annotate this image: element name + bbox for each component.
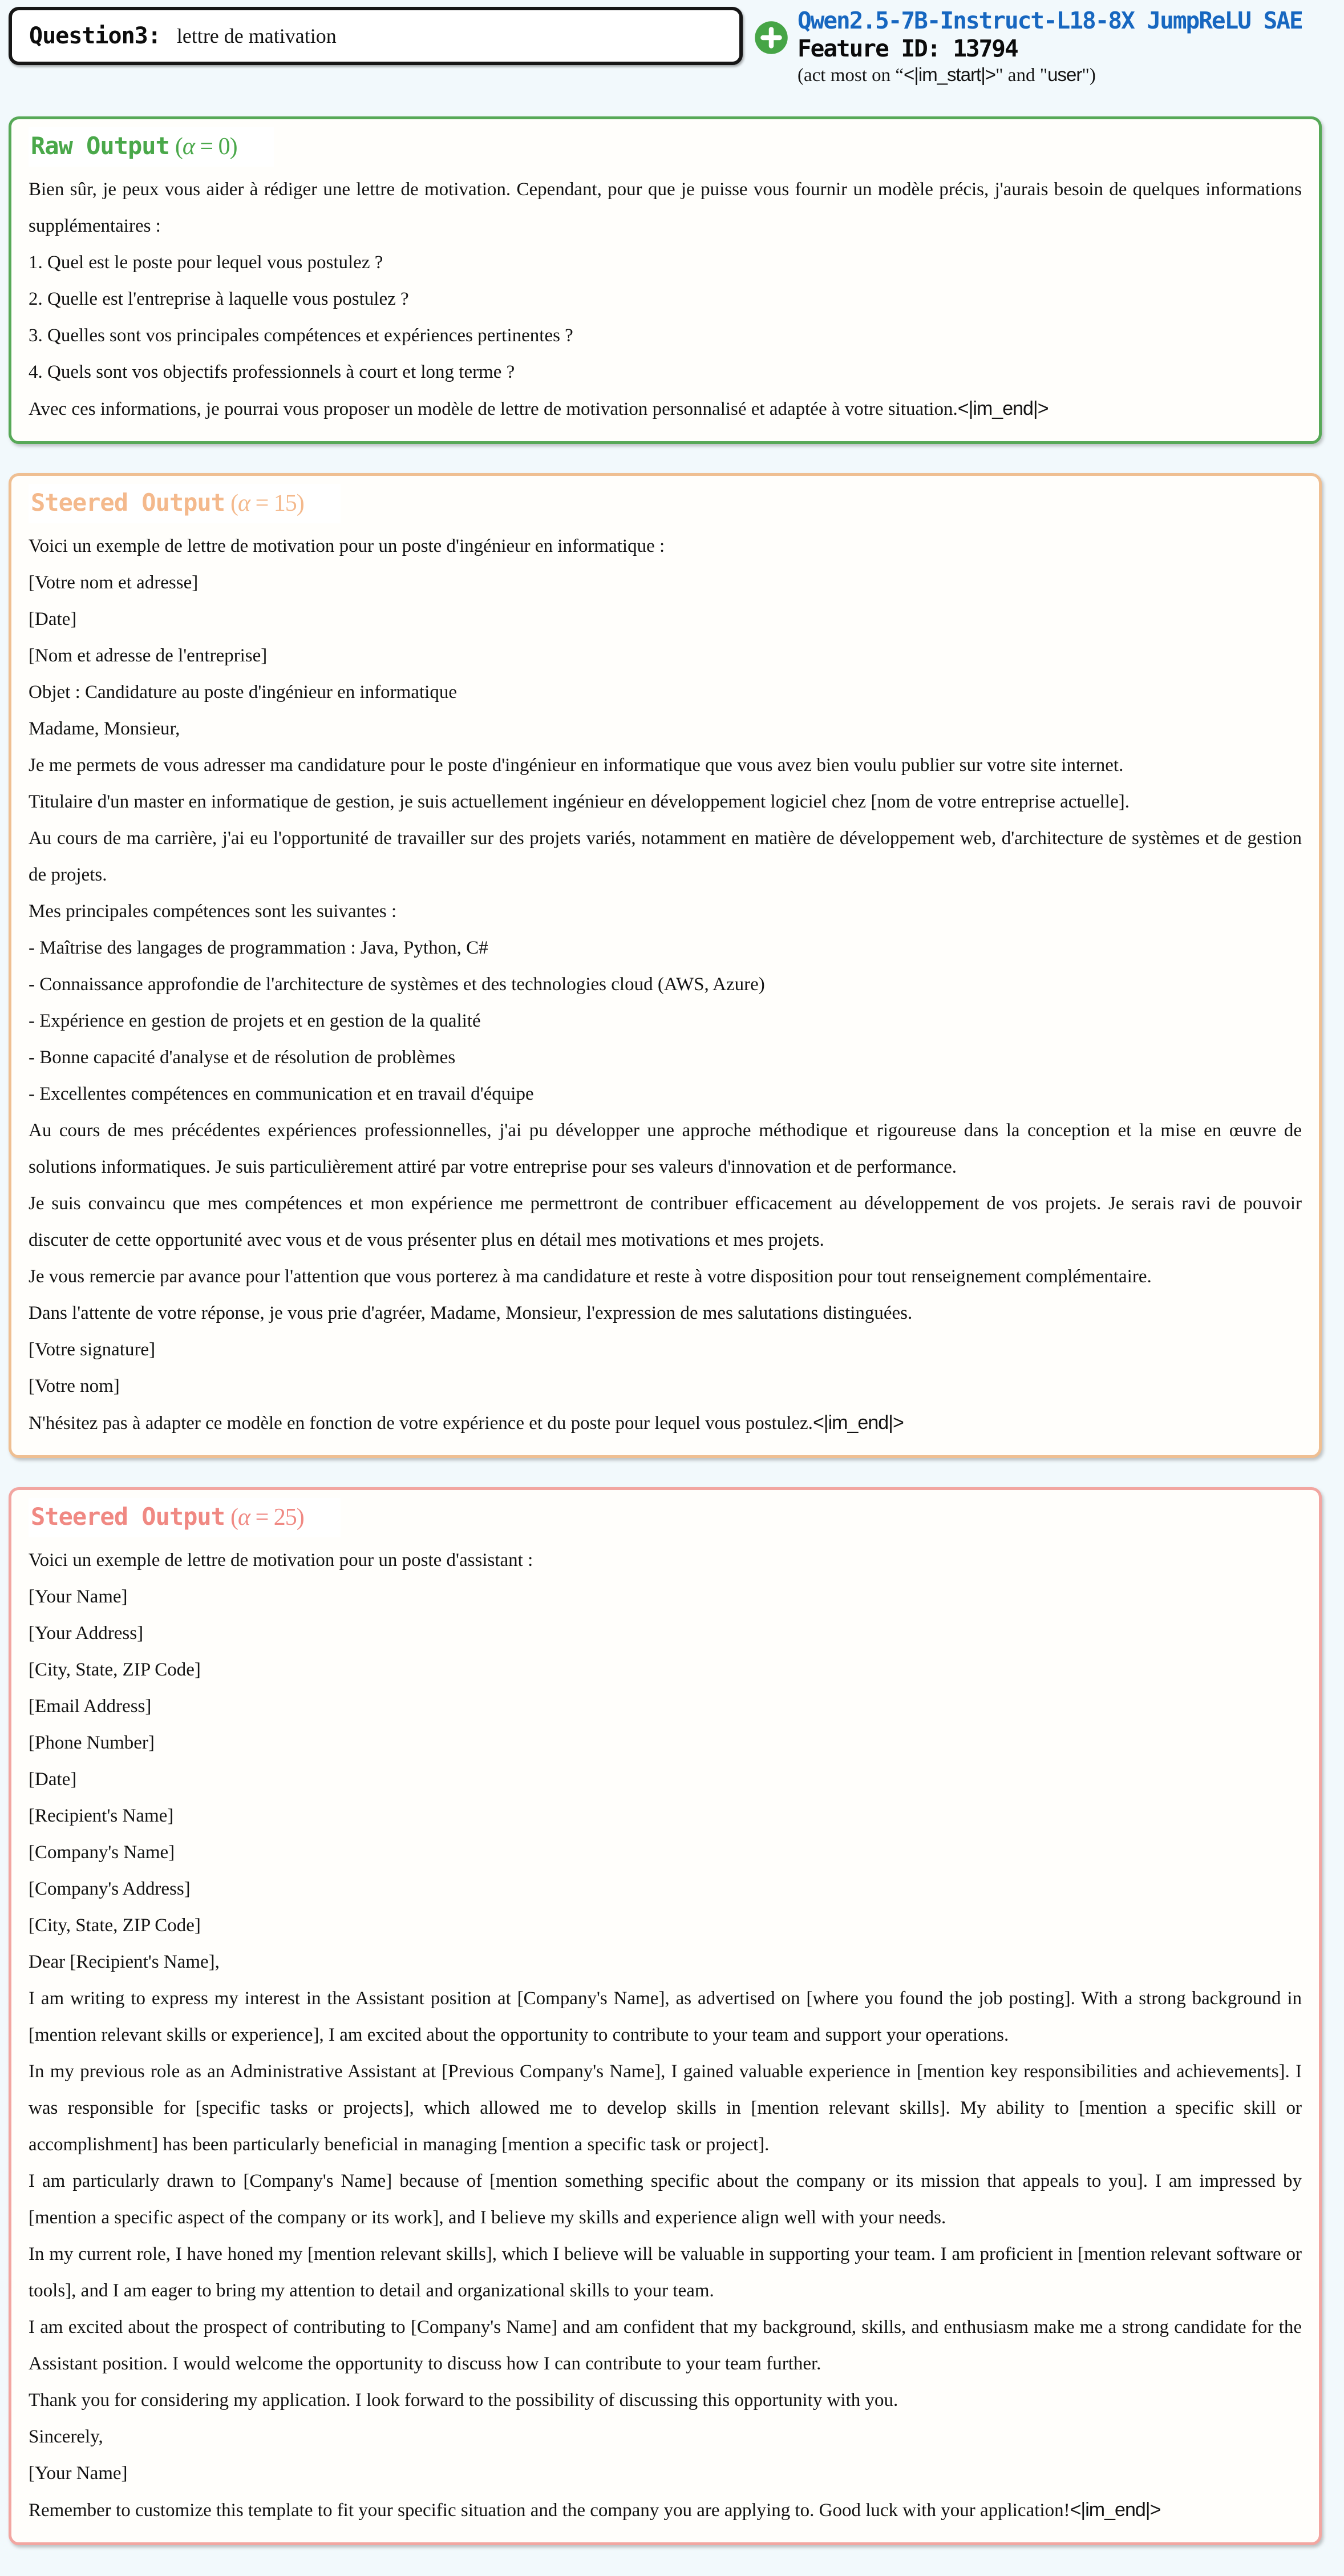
output-paragraph <box>29 966 1302 1003</box>
alpha-equals: = <box>194 134 218 160</box>
add-button[interactable] <box>754 21 788 55</box>
alpha-close-paren: ) <box>296 490 304 516</box>
steered-output-15-text <box>29 528 1302 1442</box>
output-paragraph <box>29 1980 1302 2053</box>
question-box <box>9 7 743 65</box>
text-run: " and " <box>995 65 1048 86</box>
alpha-symbol: α <box>238 490 250 516</box>
text-run: Thank you for considering my application. I look forward to the possibility of discussing this opportunity with you. <box>29 2390 898 2411</box>
output-paragraph <box>29 1871 1302 1907</box>
text-run: [Date] <box>29 609 77 629</box>
text-run: [City, State, ZIP Code] <box>29 1660 201 1680</box>
output-paragraph <box>29 1834 1302 1871</box>
text-run: Dear [Recipient's Name], <box>29 1952 220 1972</box>
text-run: Titulaire d'un master en informatique de gestion, je suis actuellement ingénieur en développement logiciel chez [nom de votre entreprise actuelle]. <box>29 792 1130 812</box>
output-paragraph <box>29 1331 1302 1368</box>
alpha-value: 15 <box>273 490 297 516</box>
steered-output-15-box <box>9 473 1322 1458</box>
output-paragraph <box>29 564 1302 601</box>
text-run: Je me permets de vous adresser ma candidature pour le poste d'ingénieur en informatique que vous avez bien voulu publier sur votre site internet. <box>29 755 1124 776</box>
text-run: (act most on “ <box>798 65 904 86</box>
feature-id <box>798 34 1302 63</box>
text-run: In my current role, I have honed my [mention relevant skills], which I believe will be valuable in supporting your team. I am proficient in [mention relevant software or tools], and I am eager to bring my attention to detail and organizational skills to your team. <box>29 2244 1302 2301</box>
text-run: ") <box>1082 65 1096 86</box>
model-name: Qwen2.5-7B-Instruct-L18-8X JumpReLU SAE <box>798 7 1302 34</box>
text-run: - Bonne capacité d'analyse et de résolution de problèmes <box>29 1047 456 1068</box>
output-paragraph <box>29 1798 1302 1834</box>
text-run: [Votre signature] <box>29 1339 156 1360</box>
output-paragraph <box>29 601 1302 637</box>
output-paragraph <box>29 1615 1302 1652</box>
activation-note <box>798 63 1302 87</box>
text-run: [Recipient's Name] <box>29 1806 174 1826</box>
output-paragraph <box>29 2455 1302 2492</box>
alpha-open-paren: ( <box>230 1504 238 1531</box>
text-run: Mes principales compétences sont les suivantes : <box>29 901 397 922</box>
output-paragraph <box>29 1368 1302 1404</box>
text-run: [Votre nom] <box>29 1376 120 1396</box>
output-paragraph <box>29 1185 1302 1258</box>
text-run: Sincerely, <box>29 2426 103 2447</box>
alpha-symbol: α <box>238 1504 250 1531</box>
header-row <box>0 0 1344 87</box>
text-run: [Date] <box>29 1769 77 1790</box>
output-paragraph <box>29 710 1302 747</box>
question-value: lettre de mativation <box>176 25 337 47</box>
text-run: Objet : Candidature au poste d'ingénieur en informatique <box>29 682 457 702</box>
output-paragraph <box>29 244 1302 281</box>
output-paragraph <box>29 1112 1302 1185</box>
output-paragraph <box>29 784 1302 820</box>
output-paragraph <box>29 2236 1302 2309</box>
steered-output-25-box <box>9 1487 1322 2545</box>
output-paragraph <box>29 1761 1302 1798</box>
output-paragraph <box>29 1076 1302 1112</box>
text-run: - Maîtrise des langages de programmation : Java, Python, C# <box>29 938 488 958</box>
box-title-steered-15 <box>29 484 1302 523</box>
text-run: [City, State, ZIP Code] <box>29 1915 201 1936</box>
output-paragraph <box>29 171 1302 244</box>
box-title-strip <box>29 1498 341 1537</box>
text-run: Dans l'attente de votre réponse, je vous prie d'agréer, Madame, Monsieur, l'expression de mes salutations distinguées. <box>29 1303 913 1323</box>
alpha-close-paren: ) <box>229 134 237 160</box>
alpha-symbol: α <box>182 134 195 160</box>
feature-id-label: Feature ID: <box>798 35 940 62</box>
plus-circle-icon <box>754 21 788 55</box>
raw-output-text <box>29 171 1302 427</box>
output-paragraph <box>29 930 1302 966</box>
alpha-value: 25 <box>273 1504 297 1531</box>
box-title-label: Steered Output <box>31 488 225 516</box>
output-paragraph <box>29 1404 1302 1442</box>
output-paragraph <box>29 1688 1302 1725</box>
text-run: [Nom et adresse de l'entreprise] <box>29 645 268 666</box>
text-run: Bien sûr, je peux vous aider à rédiger une lettre de motivation. Cependant, pour que je puisse vous fournir un modèle précis, j'aurais besoin de quelques informations supplémentaires : <box>29 179 1302 236</box>
output-paragraph <box>29 2053 1302 2163</box>
output-paragraph <box>29 893 1302 930</box>
output-paragraph <box>29 390 1302 427</box>
alpha-open-paren: ( <box>175 134 183 160</box>
text-run: [Email Address] <box>29 1696 152 1717</box>
text-run: N'hésitez pas à adapter ce modèle en fonction de votre expérience et du poste pour lequel vous postulez. <box>29 1413 813 1434</box>
output-paragraph <box>29 317 1302 354</box>
special-token: <|im_end|> <box>957 398 1049 419</box>
text-run: Au cours de mes précédentes expériences professionnelles, j'ai pu développer une approche méthodique et rigoureuse dans la conception et la mise en œuvre de solutions informatiques. Je suis particulièrement attiré par votre entreprise pour ses valeurs d'innovation et de performance. <box>29 1120 1302 1177</box>
output-paragraph <box>29 1295 1302 1331</box>
text-run: - Excellentes compétences en communication et en travail d'équipe <box>29 1084 534 1104</box>
text-run: Je vous remercie par avance pour l'attention que vous porterez à ma candidature et reste à votre disposition pour tout renseignement complémentaire. <box>29 1266 1152 1287</box>
output-paragraph <box>29 637 1302 674</box>
text-run: - Connaissance approfondie de l'architecture de systèmes et des technologies cloud (AWS, Azure) <box>29 974 765 995</box>
box-title-steered-25 <box>29 1498 1302 1537</box>
alpha-annotation <box>230 1504 304 1531</box>
output-paragraph <box>29 1258 1302 1295</box>
text-run: [Company's Address] <box>29 1879 191 1899</box>
text-run: [Your Address] <box>29 1623 144 1644</box>
text-run: 4. Quels sont vos objectifs professionnels à court et long terme ? <box>29 362 515 382</box>
text-run: I am excited about the prospect of contributing to [Company's Name] and am confident that my background, skills, and enthusiasm make me a strong candidate for the Assistant position. I would welcome the opportunity to discuss how I can contribute to your team further. <box>29 2317 1302 2374</box>
text-run: In my previous role as an Administrative Assistant at [Previous Company's Name], I gained valuable experience in [mention key responsibilities and achievements]. I was responsible for [specific tasks or projects], which allowed me to develop skills in [mention relevant skills]. My ability to [mention a specific skill or accomplishment] has been particularly beneficial in managing [mention a specific task or project]. <box>29 2061 1302 2155</box>
box-title-strip <box>29 127 274 167</box>
output-paragraph <box>29 1542 1302 1578</box>
alpha-close-paren: ) <box>296 1504 304 1531</box>
output-paragraph <box>29 2382 1302 2418</box>
alpha-open-paren: ( <box>230 490 238 516</box>
alpha-annotation <box>230 490 304 516</box>
output-paragraph <box>29 2163 1302 2236</box>
box-title-label: Steered Output <box>31 1503 225 1531</box>
text-run: Au cours de ma carrière, j'ai eu l'opportunité de travailler sur des projets variés, notamment en matière de développement web, d'architecture de systèmes et de gestion de projets. <box>29 828 1302 885</box>
text-run: [Company's Name] <box>29 1842 175 1863</box>
raw-output-box <box>9 116 1322 444</box>
output-paragraph <box>29 528 1302 564</box>
output-paragraph <box>29 2418 1302 2455</box>
box-title-strip <box>29 484 341 523</box>
text-run: [Phone Number] <box>29 1733 155 1753</box>
output-paragraph <box>29 1944 1302 1980</box>
output-paragraph <box>29 820 1302 893</box>
output-paragraph <box>29 281 1302 317</box>
output-paragraph <box>29 2492 1302 2529</box>
text-run: I am particularly drawn to [Company's Name] because of [mention something specific about the company or its mission that appeals to you]. I am impressed by [mention a specific aspect of the company or its work], and I believe my skills and experience align well with your needs. <box>29 2171 1302 2228</box>
box-title-raw <box>29 127 1302 167</box>
text-run: 3. Quelles sont vos principales compétences et expériences pertinentes ? <box>29 325 573 346</box>
output-paragraph <box>29 747 1302 784</box>
special-token: user <box>1047 64 1082 85</box>
output-paragraph <box>29 674 1302 710</box>
output-paragraph <box>29 1578 1302 1615</box>
output-paragraph <box>29 1003 1302 1039</box>
question-label: Question3: <box>29 23 161 49</box>
text-run: 1. Quel est le poste pour lequel vous postulez ? <box>29 252 383 273</box>
text-run: [Your Name] <box>29 1586 128 1607</box>
text-run: I am writing to express my interest in the Assistant position at [Company's Name], as advertised on [where you found the job posting]. With a strong background in [mention relevant skills or experience], I am excited about the opportunity to contribute to your team and support your operations. <box>29 1988 1302 2045</box>
alpha-equals: = <box>250 1504 274 1531</box>
feature-id-value: 13794 <box>953 35 1018 62</box>
text-run: 2. Quelle est l'entreprise à laquelle vous postulez ? <box>29 289 409 309</box>
special-token: <|im_start|> <box>904 64 996 85</box>
alpha-equals: = <box>250 490 274 516</box>
text-run: Voici un exemple de lettre de motivation pour un poste d'ingénieur en informatique : <box>29 536 665 556</box>
text-run: Madame, Monsieur, <box>29 718 180 739</box>
output-paragraph <box>29 2309 1302 2382</box>
text-run: - Expérience en gestion de projets et en gestion de la qualité <box>29 1011 481 1031</box>
text-run: Avec ces informations, je pourrai vous proposer un modèle de lettre de motivation personnalisé et adaptée à votre situation. <box>29 399 958 419</box>
text-run: [Votre nom et adresse] <box>29 572 199 593</box>
output-paragraph <box>29 354 1302 390</box>
output-paragraph <box>29 1725 1302 1761</box>
output-paragraph <box>29 1039 1302 1076</box>
text-run: [Your Name] <box>29 2463 128 2484</box>
text-run: Je suis convaincu que mes compétences et mon expérience me permettront de contribuer efficacement au développement de vos projets. Je serais ravi de pouvoir discuter de cette opportunité avec vous et de vous présenter plus en détail mes motivations et mes projets. <box>29 1193 1302 1250</box>
special-token: <|im_end|> <box>1070 2499 1161 2521</box>
model-info <box>798 7 1302 87</box>
output-paragraph <box>29 1907 1302 1944</box>
text-run: Voici un exemple de lettre de motivation pour un poste d'assistant : <box>29 1550 533 1570</box>
special-token: <|im_end|> <box>812 1412 904 1434</box>
text-run: Remember to customize this template to fit your specific situation and the company you are applying to. Good luck with your application! <box>29 2500 1070 2521</box>
alpha-value: 0 <box>218 134 230 160</box>
output-paragraph <box>29 1652 1302 1688</box>
alpha-annotation <box>175 134 237 160</box>
steered-output-25-text <box>29 1542 1302 2529</box>
box-title-label: Raw Output <box>31 132 169 160</box>
